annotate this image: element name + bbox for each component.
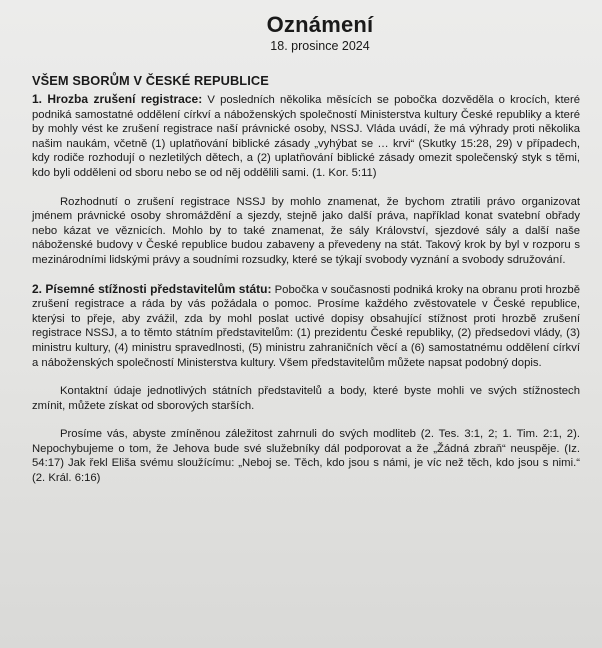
- paragraph-consequences: Rozhodnutí o zrušení registrace NSSJ by mohlo znamenat, že bychom ztratili právo organizovat jménem právnické osoby shromáždění a sjezdy, stejně jako další práva, například konat svatební obřady nebo kázat ve věznicích. Mohlo by to také znamenat, že sály Království, sjezdové sály a další naše náboženské budovy v České republice budou zabaveny a převedeny na stát. Takový krok by byl v rozporu s mezinárodními lidskými právy a soudními rozsudky, které se týkají svobody vyznání a svobody sdružování.: [32, 195, 580, 266]
- paragraph-text: Pobočka v současnosti podniká kroky na obranu proti hrozbě zrušení registrace a ráda by vás požádala o pomoc. Prosíme každého zvěstovatele v České republice, kterýsi to přeje, aby zvážil, zda by mohl poslat uctivé dopisy obsahující stížnost proti hrozbě zrušení registrace NSSJ, a to těmto státním představitelům: (1) prezidentu České republiky, (2) předsedovi vlády, (3) ministru kultury, (4) ministru spravedlnosti, (5) ministru zahraničních věcí a (6) samostatnému oddělení církví a náboženských společností Ministerstva kultury. Všem představitelům můžete napsat podobný dopis.: [32, 283, 580, 369]
- paragraph-written-complaints: [32, 282, 580, 371]
- paragraph-lead: 2. Písemné stížnosti představitelům státu:: [32, 281, 272, 296]
- paragraph-prayer: Prosíme vás, abyste zmíněnou záležitost zahrnuli do svých modliteb (2. Tes. 3:1, 2; 1. Tim. 2:1, 2). Nepochybujeme o tom, že Jehova bude své služebníky dál podporovat a že „Žádná zbraň“ neuspěje. (Iz. 54:17) Jak řekl Eliša svému sloužícímu: „Neboj se. Těch, kdo jsou s námi, je víc než těch, kdo jsou s nimi.“ (2. Král. 6:16): [32, 428, 580, 485]
- paragraph-text: V posledních několika měsících se pobočka dozvěděla o krocích, které podniká samostatné oddělení církví a náboženských společností Ministerstva kultury České republiky a které by mohly vést ke zrušení registrace naší právnické osoby, NSSJ. Vláda uvádí, že má výhrady proti několika našim naukám, včetně (1) uplatňování biblické zásady „vyhýbat se … krvi“ (Skutky 15:28, 29) v případech, kdy rodiče rozhodují o nezletilých dětech, a (2) uplatňování biblické zásady omezit společenský styk s těmi, kdo byli odděleni od sboru nebo se od něj oddělili sami. (1. Kor. 5:11): [32, 94, 580, 179]
- paragraph-registration-threat: [32, 92, 580, 181]
- paragraph-lead: 1. Hrozba zrušení registrace:: [32, 92, 203, 106]
- document-date: 18. prosince 2024: [270, 39, 370, 53]
- addressee-heading: VŠEM SBORŮM V ČESKÉ REPUBLICE: [32, 73, 269, 88]
- paragraph-contact-info: Kontaktní údaje jednotlivých státních představitelů a body, které byste mohli ve svých stížnostech zmínit, můžete získat od sborových starších.: [32, 385, 580, 412]
- page-title: Oznámení: [266, 12, 374, 37]
